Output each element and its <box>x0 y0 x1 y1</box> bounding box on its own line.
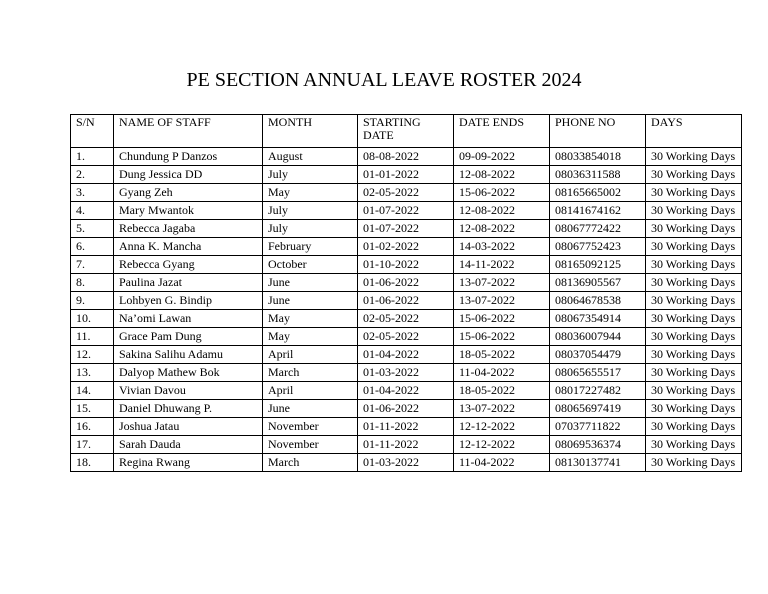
cell-name-of-staff: Gyang Zeh <box>114 184 263 202</box>
cell-phone-no: 08141674162 <box>550 202 646 220</box>
table-row <box>71 328 742 346</box>
cell-month: April <box>263 346 358 364</box>
cell-month: June <box>263 292 358 310</box>
cell-date-ends: 13-07-2022 <box>454 274 550 292</box>
cell-name-of-staff: Paulina Jazat <box>114 274 263 292</box>
cell-days: 30 Working Days <box>646 310 742 328</box>
cell-month: March <box>263 364 358 382</box>
header-phone-no: PHONE NO <box>550 115 646 148</box>
cell-sn: 2. <box>71 166 114 184</box>
cell-month: May <box>263 328 358 346</box>
table-row <box>71 148 742 166</box>
cell-month: March <box>263 454 358 472</box>
table-row <box>71 202 742 220</box>
cell-name-of-staff: Daniel Dhuwang P. <box>114 400 263 418</box>
cell-phone-no: 08067354914 <box>550 310 646 328</box>
cell-starting-date: 01-11-2022 <box>358 436 454 454</box>
cell-date-ends: 15-06-2022 <box>454 328 550 346</box>
cell-name-of-staff: Anna K. Mancha <box>114 238 263 256</box>
cell-name-of-staff: Dalyop Mathew Bok <box>114 364 263 382</box>
cell-name-of-staff: Sakina Salihu Adamu <box>114 346 263 364</box>
table-row <box>71 454 742 472</box>
cell-days: 30 Working Days <box>646 202 742 220</box>
cell-month: November <box>263 418 358 436</box>
cell-name-of-staff: Na’omi Lawan <box>114 310 263 328</box>
cell-sn: 12. <box>71 346 114 364</box>
cell-phone-no: 08069536374 <box>550 436 646 454</box>
cell-month: November <box>263 436 358 454</box>
header-sn: S/N <box>71 115 114 148</box>
cell-days: 30 Working Days <box>646 166 742 184</box>
cell-sn: 16. <box>71 418 114 436</box>
cell-starting-date: 01-04-2022 <box>358 382 454 400</box>
cell-sn: 10. <box>71 310 114 328</box>
cell-name-of-staff: Vivian Davou <box>114 382 263 400</box>
cell-name-of-staff: Joshua Jatau <box>114 418 263 436</box>
cell-date-ends: 11-04-2022 <box>454 364 550 382</box>
table-row <box>71 382 742 400</box>
cell-date-ends: 14-03-2022 <box>454 238 550 256</box>
header-date-ends: DATE ENDS <box>454 115 550 148</box>
cell-days: 30 Working Days <box>646 238 742 256</box>
cell-sn: 9. <box>71 292 114 310</box>
cell-phone-no: 08036007944 <box>550 328 646 346</box>
cell-starting-date: 01-04-2022 <box>358 346 454 364</box>
cell-phone-no: 07037711822 <box>550 418 646 436</box>
table-header-row <box>71 115 742 148</box>
table-row <box>71 166 742 184</box>
cell-date-ends: 14-11-2022 <box>454 256 550 274</box>
cell-date-ends: 12-08-2022 <box>454 202 550 220</box>
table-row <box>71 436 742 454</box>
cell-date-ends: 13-07-2022 <box>454 400 550 418</box>
table-row <box>71 274 742 292</box>
cell-days: 30 Working Days <box>646 184 742 202</box>
cell-days: 30 Working Days <box>646 148 742 166</box>
cell-days: 30 Working Days <box>646 418 742 436</box>
cell-month: February <box>263 238 358 256</box>
cell-starting-date: 01-01-2022 <box>358 166 454 184</box>
cell-days: 30 Working Days <box>646 436 742 454</box>
cell-days: 30 Working Days <box>646 256 742 274</box>
cell-starting-date: 01-07-2022 <box>358 220 454 238</box>
cell-days: 30 Working Days <box>646 328 742 346</box>
cell-starting-date: 01-10-2022 <box>358 256 454 274</box>
header-month: MONTH <box>263 115 358 148</box>
cell-name-of-staff: Rebecca Gyang <box>114 256 263 274</box>
cell-starting-date: 01-06-2022 <box>358 292 454 310</box>
cell-date-ends: 15-06-2022 <box>454 310 550 328</box>
cell-name-of-staff: Lohbyen G. Bindip <box>114 292 263 310</box>
header-name-of-staff: NAME OF STAFF <box>114 115 263 148</box>
table-row <box>71 364 742 382</box>
table-row <box>71 346 742 364</box>
cell-starting-date: 01-06-2022 <box>358 400 454 418</box>
cell-days: 30 Working Days <box>646 382 742 400</box>
cell-phone-no: 08065697419 <box>550 400 646 418</box>
cell-date-ends: 18-05-2022 <box>454 346 550 364</box>
cell-phone-no: 08033854018 <box>550 148 646 166</box>
cell-month: April <box>263 382 358 400</box>
cell-date-ends: 18-05-2022 <box>454 382 550 400</box>
cell-phone-no: 08065655517 <box>550 364 646 382</box>
cell-date-ends: 11-04-2022 <box>454 454 550 472</box>
table-row <box>71 418 742 436</box>
cell-sn: 13. <box>71 364 114 382</box>
cell-date-ends: 09-09-2022 <box>454 148 550 166</box>
cell-name-of-staff: Mary Mwantok <box>114 202 263 220</box>
cell-starting-date: 01-03-2022 <box>358 364 454 382</box>
cell-phone-no: 08036311588 <box>550 166 646 184</box>
cell-phone-no: 08017227482 <box>550 382 646 400</box>
cell-name-of-staff: Dung Jessica DD <box>114 166 263 184</box>
cell-phone-no: 08064678538 <box>550 292 646 310</box>
cell-name-of-staff: Chundung P Danzos <box>114 148 263 166</box>
cell-date-ends: 12-08-2022 <box>454 166 550 184</box>
leave-roster-table <box>70 114 742 472</box>
cell-month: July <box>263 166 358 184</box>
cell-date-ends: 12-12-2022 <box>454 436 550 454</box>
table-row <box>71 292 742 310</box>
cell-starting-date: 01-03-2022 <box>358 454 454 472</box>
cell-date-ends: 15-06-2022 <box>454 184 550 202</box>
cell-sn: 17. <box>71 436 114 454</box>
cell-name-of-staff: Sarah Dauda <box>114 436 263 454</box>
cell-month: May <box>263 184 358 202</box>
header-days: DAYS <box>646 115 742 148</box>
cell-name-of-staff: Regina Rwang <box>114 454 263 472</box>
cell-days: 30 Working Days <box>646 364 742 382</box>
cell-starting-date: 01-07-2022 <box>358 202 454 220</box>
page-title: PE SECTION ANNUAL LEAVE ROSTER 2024 <box>186 69 582 91</box>
cell-date-ends: 12-08-2022 <box>454 220 550 238</box>
cell-days: 30 Working Days <box>646 346 742 364</box>
cell-phone-no: 08067752423 <box>550 238 646 256</box>
cell-days: 30 Working Days <box>646 274 742 292</box>
cell-sn: 4. <box>71 202 114 220</box>
table-body <box>71 148 742 472</box>
cell-phone-no: 08136905567 <box>550 274 646 292</box>
table-row <box>71 184 742 202</box>
cell-date-ends: 12-12-2022 <box>454 418 550 436</box>
cell-month: June <box>263 274 358 292</box>
table-row <box>71 256 742 274</box>
cell-sn: 8. <box>71 274 114 292</box>
cell-sn: 11. <box>71 328 114 346</box>
cell-phone-no: 08165665002 <box>550 184 646 202</box>
table-row <box>71 400 742 418</box>
cell-month: July <box>263 202 358 220</box>
cell-month: June <box>263 400 358 418</box>
cell-phone-no: 08067772422 <box>550 220 646 238</box>
table-row <box>71 220 742 238</box>
cell-sn: 3. <box>71 184 114 202</box>
cell-sn: 1. <box>71 148 114 166</box>
cell-name-of-staff: Grace Pam Dung <box>114 328 263 346</box>
cell-sn: 7. <box>71 256 114 274</box>
cell-days: 30 Working Days <box>646 400 742 418</box>
cell-phone-no: 08165092125 <box>550 256 646 274</box>
cell-starting-date: 02-05-2022 <box>358 328 454 346</box>
cell-starting-date: 01-11-2022 <box>358 418 454 436</box>
cell-month: August <box>263 148 358 166</box>
cell-sn: 18. <box>71 454 114 472</box>
cell-starting-date: 02-05-2022 <box>358 310 454 328</box>
table-row <box>71 310 742 328</box>
cell-starting-date: 08-08-2022 <box>358 148 454 166</box>
cell-sn: 14. <box>71 382 114 400</box>
cell-days: 30 Working Days <box>646 292 742 310</box>
cell-sn: 15. <box>71 400 114 418</box>
cell-sn: 6. <box>71 238 114 256</box>
cell-starting-date: 01-02-2022 <box>358 238 454 256</box>
cell-sn: 5. <box>71 220 114 238</box>
cell-days: 30 Working Days <box>646 454 742 472</box>
cell-name-of-staff: Rebecca Jagaba <box>114 220 263 238</box>
cell-phone-no: 08037054479 <box>550 346 646 364</box>
cell-starting-date: 02-05-2022 <box>358 184 454 202</box>
cell-month: May <box>263 310 358 328</box>
cell-date-ends: 13-07-2022 <box>454 292 550 310</box>
cell-starting-date: 01-06-2022 <box>358 274 454 292</box>
header-starting-date: STARTING DATE <box>358 115 454 148</box>
cell-month: October <box>263 256 358 274</box>
table-row <box>71 238 742 256</box>
cell-month: July <box>263 220 358 238</box>
cell-days: 30 Working Days <box>646 220 742 238</box>
cell-phone-no: 08130137741 <box>550 454 646 472</box>
